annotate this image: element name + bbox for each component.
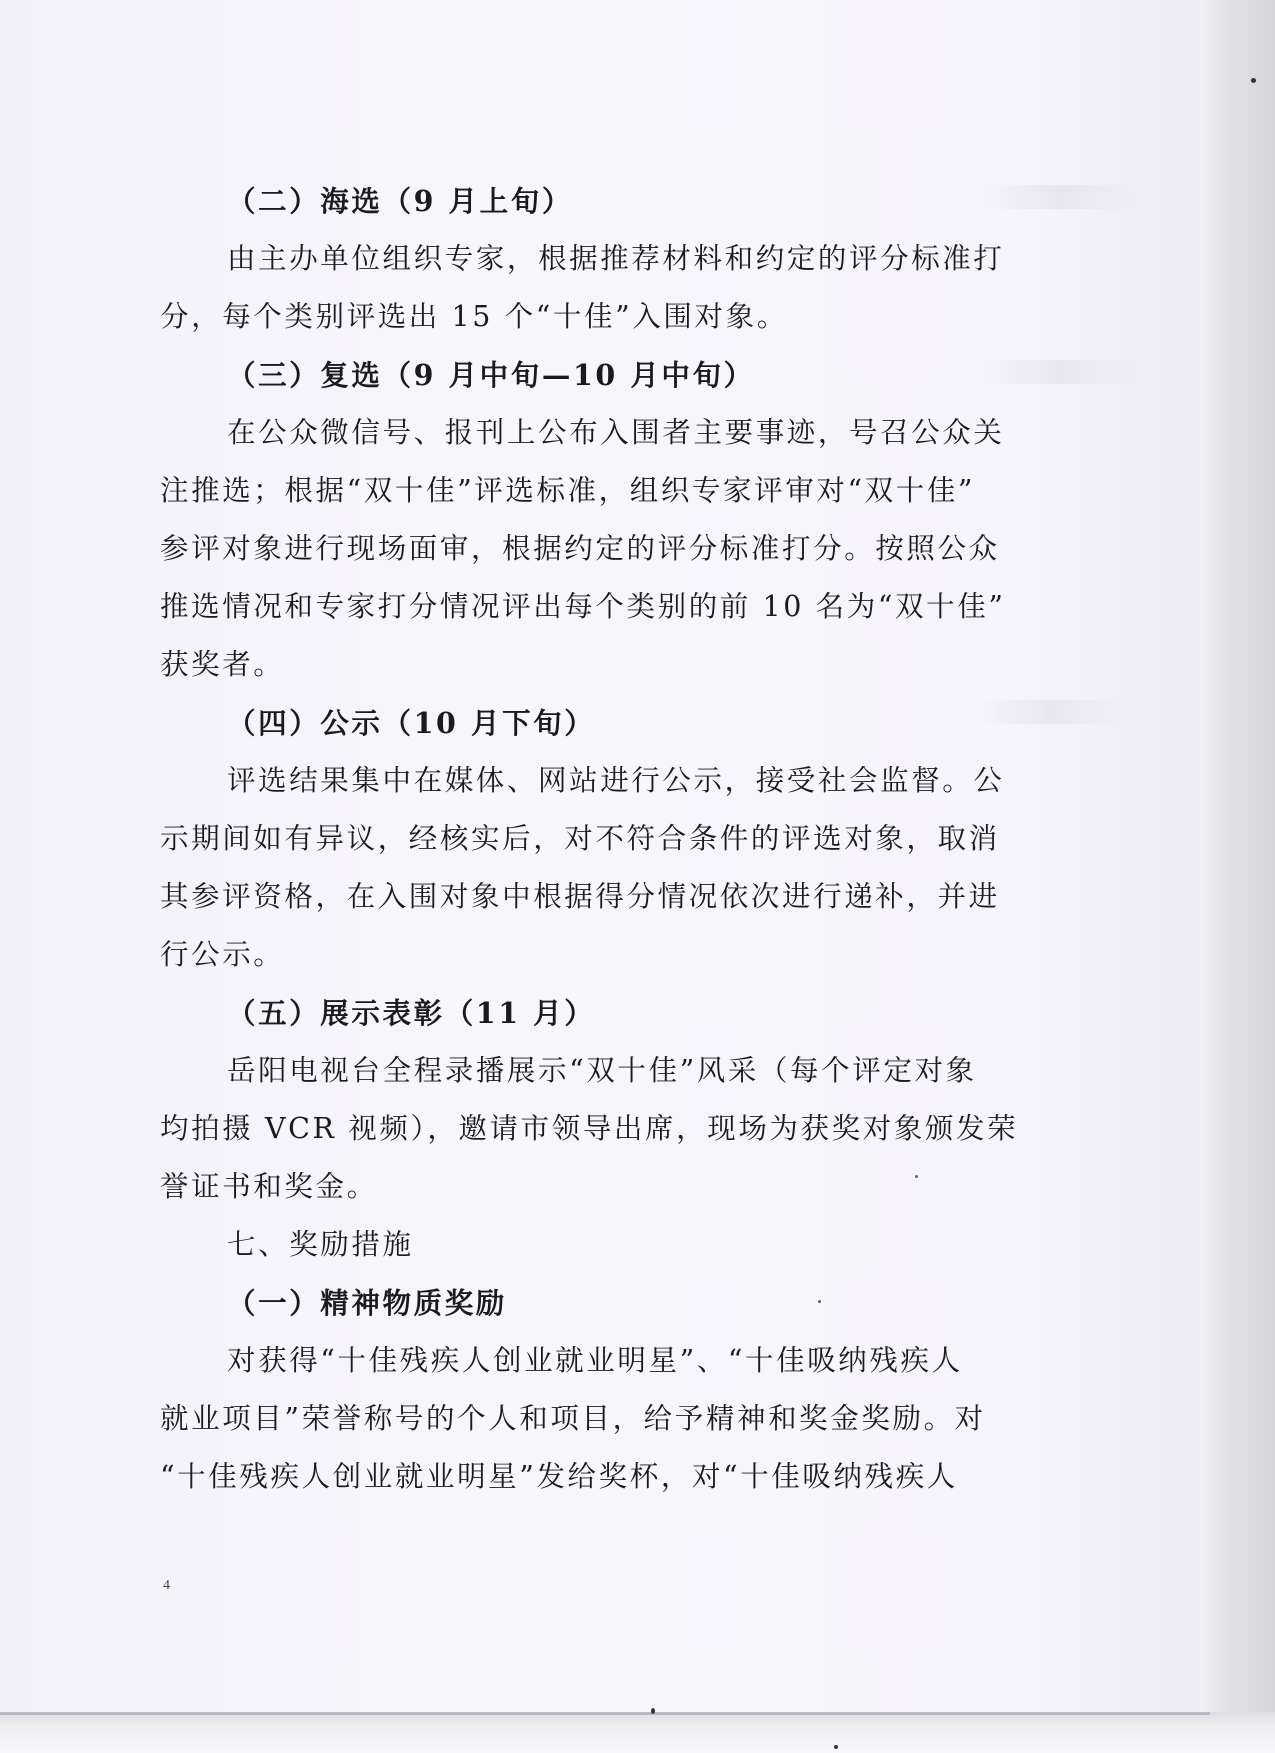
paragraph-line: 注推选；根据“双十佳”评选标准，组织专家评审对“双十佳” [160,474,976,507]
paragraph-line: 其参评资格，在入围对象中根据得分情况依次进行递补，并进 [160,880,1000,913]
paragraph-line: 评选结果集中在媒体、网站进行公示，接受社会监督。公 [227,764,1005,797]
section-heading: （五）展示表彰（11 月） [227,996,596,1030]
page-edge-shadow [1200,0,1275,1753]
paragraph-line: 推选情况和专家打分情况评出每个类别的前 10 名为“双十佳” [160,590,1006,623]
paragraph-line: 就业项目”荣誉称号的个人和项目，给予精神和奖金奖励。对 [160,1402,986,1435]
page-bottom-shadow [0,1712,1275,1753]
section-heading: （三）复选（9 月中旬—10 月中旬） [227,358,755,392]
paragraph-line: 均拍摄 VCR 视频），邀请市领导出席，现场为获奖对象颁发荣 [160,1112,1019,1145]
paragraph-line: 分，每个类别评选出 15 个“十佳”入围对象。 [160,300,788,333]
chapter-heading: 七、奖励措施 [227,1228,414,1261]
document-body [160,172,1040,1506]
paragraph-line: “十佳残疾人创业就业明星”发给奖杯，对“十佳吸纳残疾人 [160,1460,958,1493]
paragraph-line: 由主办单位组织专家，根据推荐材料和约定的评分标准打 [227,242,1005,275]
paragraph-line: 示期间如有异议，经核实后，对不符合条件的评选对象，取消 [160,822,1000,855]
scan-speck [834,1745,838,1749]
paragraph-line: 岳阳电视台全程录播展示“双十佳”风采（每个评定对象 [227,1054,977,1087]
paragraph-line: 在公众微信号、报刊上公布入围者主要事迹，号召公众关 [227,416,1005,449]
paragraph-line: 对获得“十佳残疾人创业就业明星”、“十佳吸纳残疾人 [227,1344,963,1377]
paragraph-line: 获奖者。 [160,648,285,681]
paragraph-line: 誉证书和奖金。 [160,1170,378,1203]
scan-speck [1251,78,1256,83]
section-heading: （一）精神物质奖励 [227,1286,507,1320]
page-number: 4 [163,1578,170,1593]
section-heading: （四）公示（10 月下旬） [227,706,596,740]
page-bottom-border [0,1712,1210,1715]
scan-speck [651,1708,655,1714]
section-heading: （二）海选（9 月上旬） [227,184,573,218]
paragraph-line: 行公示。 [160,938,285,971]
paragraph-line: 参评对象进行现场面审，根据约定的评分标准打分。按照公众 [160,532,1000,565]
